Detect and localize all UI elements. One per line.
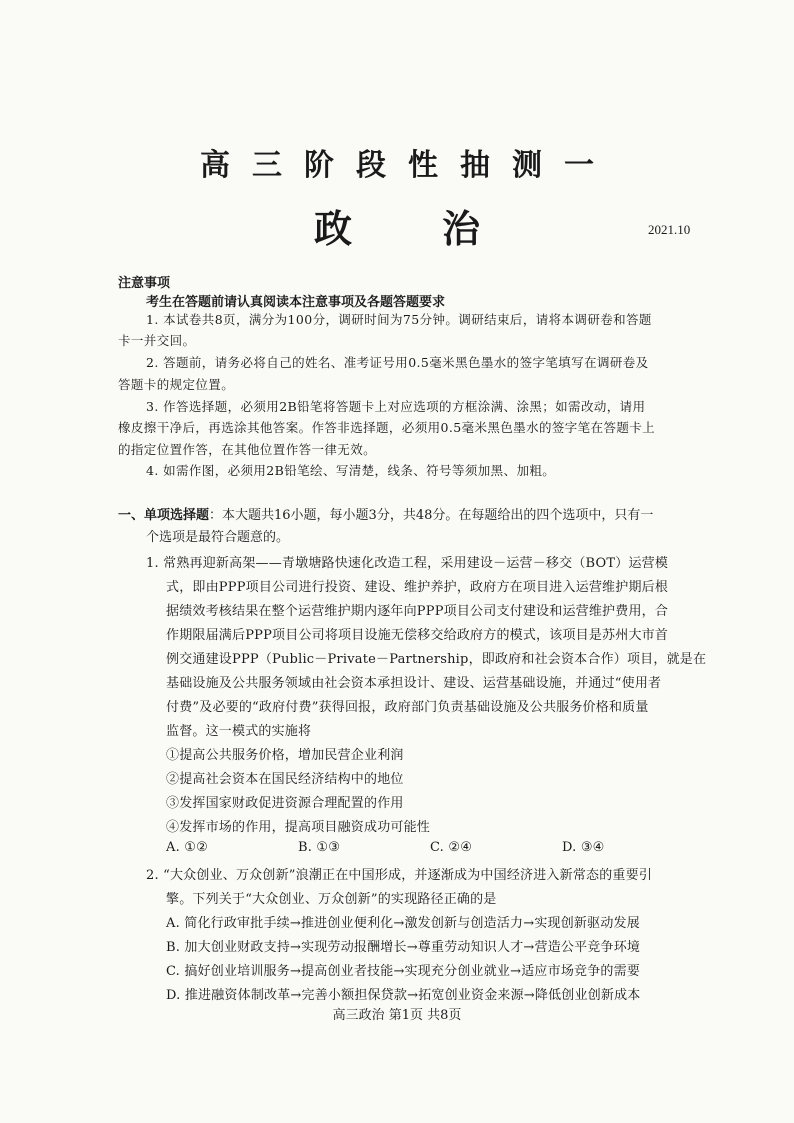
notice-line: 2. 答题前，请务必将自己的姓名、准考证号用0.5毫米黑色墨水的签字笔填写在调研卷及 [146,355,649,370]
q2-option-b[interactable]: B. 加大创业财政支持→实现劳动报酬增长→尊重劳动知识人才→营造公平竞争环境 [166,940,641,955]
notice-line: 答题卡的规定位置。 [118,377,235,392]
section-label: 一、单项选择题 [118,508,210,523]
q1-item: ①提高公共服务价格，增加民营企业利润 [166,748,404,763]
q1-line: 监督。这一模式的实施将 [166,724,312,739]
notice-heading: 注意事项 [118,276,171,291]
q1-line: 作期限届满后PPP项目公司将项目设施无偿移交给政府方的模式，该项目是苏州大市首 [166,628,669,643]
q1-item: ②提高社会资本在国民经济结构中的地位 [166,772,404,787]
q1-option-c[interactable]: C. ②④ [430,840,473,855]
section-desc: ：本大题共16小题，每小题3分，共48分。在每题给出的四个选项中，只有一 [209,508,654,523]
notice-line: 4. 如需作图，必须用2B铅笔绘、写清楚，线条、符号等须加黑、加粗。 [146,463,556,478]
q1-item: ④发挥市场的作用，提高项目融资成功可能性 [166,820,431,835]
notice-subheading: 考生在答题前请认真阅读本注意事项及各题答题要求 [146,295,446,310]
section-desc-cont: 个选项是最符合题意的。 [146,530,290,545]
q1-line: 基础设施及公共服务领域由社会资本承担设计、建设、运营基础设施，并通过“使用者 [166,676,662,691]
q1-line: 1. 常熟再迎新高架——青墩塘路快速化改造工程，采用建设－运营－移交（BOT）运营模 [146,556,669,571]
notice-line: 的指定位置作答，在其他位置作答一律无效。 [118,442,377,457]
q2-option-d[interactable]: D. 推进融资体制改革→完善小额担保贷款→拓宽创业资金来源→降低创业创新成本 [166,988,641,1003]
exam-title: 高三阶段性抽测一 [200,148,616,183]
q2-option-a[interactable]: A. 简化行政审批手续→推进创业便利化→激发创新与创造活力→实现创新驱动发展 [166,916,640,931]
q1-line: 付费”及必要的“政府付费”获得回报，政府部门负责基础设施及公共服务价格和质量 [166,700,649,715]
section-heading [118,504,653,523]
q2-option-c[interactable]: C. 搞好创业培训服务→提高创业者技能→实现充分创业就业→适应市场竞争的需要 [166,964,641,979]
page-footer: 高三政治 第1页 共8页 [332,1008,462,1023]
q1-line: 据绩效考核结果在整个运营维护期内逐年向PPP项目公司支付建设和运营维护费用，合 [166,604,669,619]
notice-line: 1. 本试卷共8页，满分为100分，调研时间为75分钟。调研结束后，请将本调研卷和答题 [146,312,652,327]
notice-line: 卡一并交回。 [118,333,196,348]
q1-line: 例交通建设PPP（Public－Private－Partnership，即政府和社会资本合作）项目，就是在 [166,652,707,667]
q1-option-d[interactable]: D. ③④ [562,840,605,855]
q2-line: 2. “大众创业、万众创新”浪潮正在中国形成，并逐渐成为中国经济进入新常态的重要引 [146,868,653,883]
q2-line: 擎。下列关于“大众创业、万众创新”的实现路径正确的是 [166,892,497,907]
q1-line: 式，即由PPP项目公司进行投资、建设、维护养护，政府方在项目进入运营维护期后根 [166,580,669,595]
q1-item: ③发挥国家财政促进资源合理配置的作用 [166,796,404,811]
exam-date: 2021.10 [648,222,691,237]
notice-line: 3. 作答选择题，必须用2B铅笔将答题卡上对应选项的方框涂满、涂黑；如需改动，请用 [146,399,646,414]
subject-title: 政治 [313,206,570,251]
notice-line: 橡皮擦干净后，再选涂其他答案。作答非选择题，必须用0.5毫米黑色墨水的签字笔在答题卡上 [118,420,656,435]
q1-option-a[interactable]: A. ①② [166,840,208,855]
q1-option-b[interactable]: B. ①③ [298,840,341,855]
